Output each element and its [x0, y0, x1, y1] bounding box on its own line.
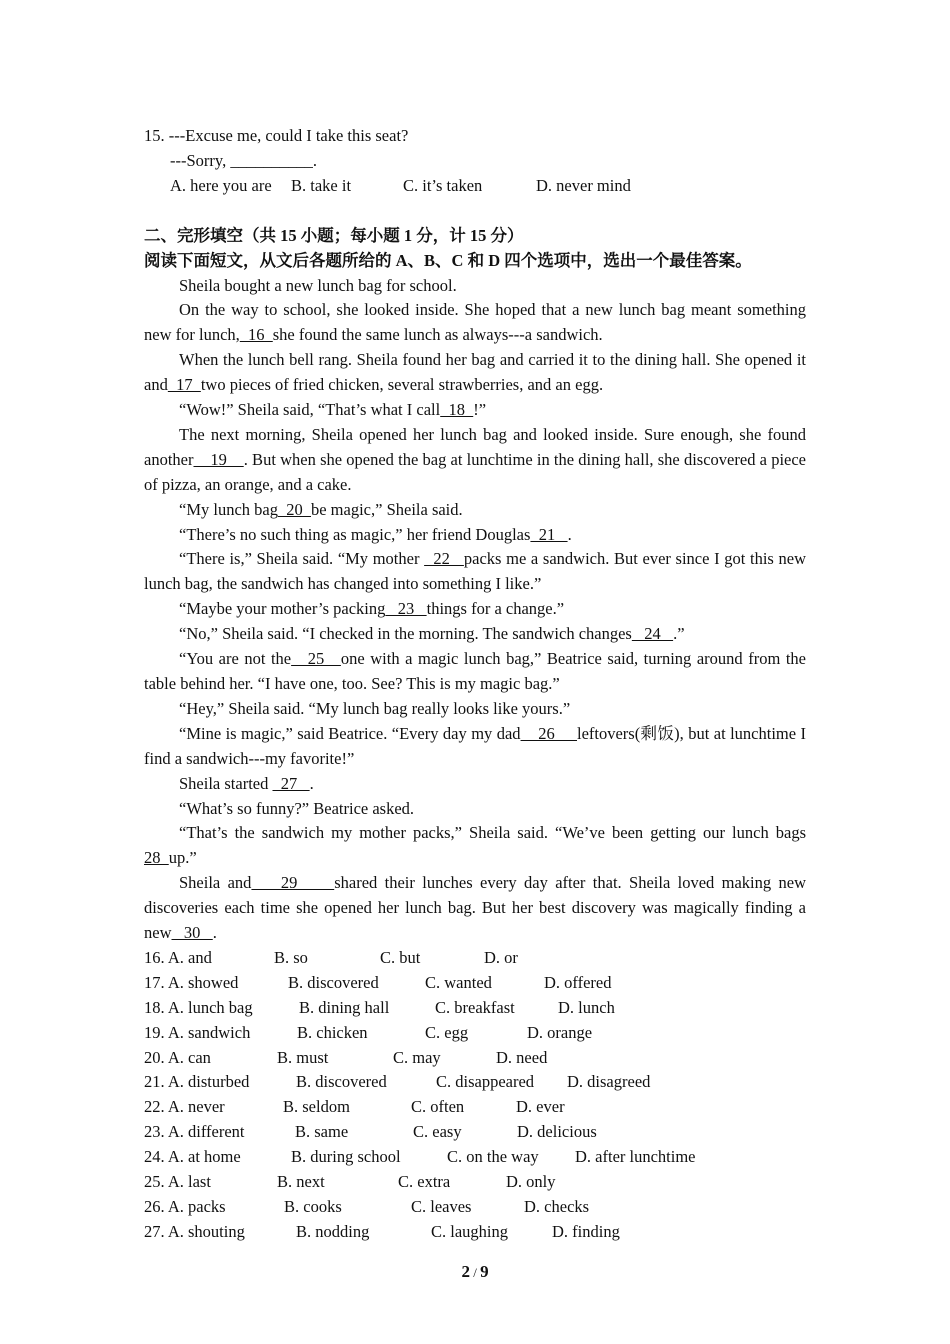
question-row: 19. A. sandwich B. chicken C. egg D. orange [144, 1022, 593, 1042]
question-row: 23. A. different B. same C. easy D. delicious [144, 1122, 597, 1142]
blank-23: 23 [385, 599, 427, 619]
question-row: 27. A. shouting B. nodding C. laughing D. finding [144, 1221, 620, 1241]
passage-paragraph: When the lunch bell rang. Sheila found her bag and carried it to the dining hall. She opened it and 17 two pieces of fried chicken, several strawberries, and an egg. [144, 350, 806, 395]
question-15-prompt: 15. ---Excuse me, could I take this seat? [144, 126, 409, 145]
question-row: 20. A. can B. must C. may D. need [144, 1047, 548, 1067]
passage-paragraph: On the way to school, she looked inside. She hoped that a new lunch bag meant something new for lunch, 16 she found the same lunch as always---a sandwich. [144, 300, 806, 345]
passage-paragraph: “That’s the sandwich my mother packs,” Sheila said. “We’ve been getting our lunch bags 28 up.” [144, 823, 806, 868]
blank-24: 24 [631, 624, 674, 644]
blank-26: 26 [520, 723, 577, 743]
passage-paragraph: “Mine is magic,” said Beatrice. “Every day my dad 26 leftovers(剩饭), but at lunchtime I find a sandwich---my favorite!” [144, 723, 807, 768]
section-instruction: 阅读下面短文，从文后各题所给的 A、B、C 和 D 四个选项中，选出一个最佳答案。 [144, 250, 752, 270]
passage-paragraph: Sheila started 27 . [179, 773, 314, 793]
passage-paragraph: Sheila and 29 shared their lunches every day after that. Sheila loved making new discoveries each time she opened her lunch bag. But her best discovery was magically finding a new 30 . [144, 873, 806, 943]
passage-paragraph: The next morning, Sheila opened her lunch bag and looked inside. Sure enough, she found another 19 . But when she opened the bag at lunchtime in the dining hall, she discovered a piece of pizza, an orange, and a cake. [144, 424, 807, 494]
passage-paragraph: “Maybe your mother’s packing 23 things for a change.” [179, 599, 565, 619]
blank-18: 18 [440, 400, 474, 420]
blank-29: 29 [251, 873, 335, 893]
blank-21: 21 [530, 524, 568, 544]
passage-paragraph: Sheila bought a new lunch bag for school. [179, 275, 457, 295]
question-15-options [144, 174, 806, 199]
question-row: 25. A. last B. next C. extra D. only [144, 1172, 556, 1191]
passage-paragraph: “My lunch bag 20 be magic,” Sheila said. [179, 499, 463, 519]
blank-25: 25 [291, 649, 341, 669]
page-number: 2 / 9 [461, 1262, 489, 1281]
question-15-reply: ---Sorry, __________. [170, 150, 317, 170]
passage-paragraph: “Hey,” Sheila said. “My lunch bag really looks like yours.” [179, 698, 571, 718]
question-row: 17. A. showed B. discovered C. wanted D. offered [144, 972, 612, 992]
option-b: B. take it [291, 175, 352, 195]
blank-27: 27 [272, 773, 310, 793]
passage-paragraph: “Wow!” Sheila said, “That’s what I call 18 !” [179, 400, 487, 420]
blank-28: 28 [144, 848, 169, 868]
option-c: C. it’s taken [403, 175, 483, 195]
passage-paragraph: “What’s so funny?” Beatrice asked. [179, 798, 415, 818]
question-list [144, 946, 806, 1245]
section-title: 二、完形填空（共 15 小题；每小题 1 分，计 15 分） [144, 225, 524, 245]
blank-20: 20 [277, 499, 311, 519]
question-row: 22. A. never B. seldom C. often D. ever [144, 1097, 565, 1117]
blank-19: 19 [193, 449, 244, 469]
question-row: 21. A. disturbed B. discovered C. disappeared D. disagreed [144, 1072, 651, 1092]
passage-paragraph: “No,” Sheila said. “I checked in the morning. The sandwich changes 24 .” [179, 624, 685, 644]
exam-page [144, 124, 806, 1245]
passage-paragraph: “There is,” Sheila said. “My mother 22 packs me a sandwich. But ever since I got this new lunch bag, the sandwich has changed into something I like.” [144, 549, 806, 594]
blank-22: 22 [424, 549, 464, 569]
question-row: 26. A. packs B. cooks C. leaves D. checks [144, 1196, 590, 1216]
passage-paragraph: “There’s no such thing as magic,” her friend Douglas 21 . [179, 524, 572, 544]
blank-17: 17 [167, 375, 201, 395]
option-d: D. never mind [536, 175, 631, 195]
option-a: A. here you are [170, 175, 272, 195]
question-row: 24. A. at home B. during school C. on the way D. after lunchtime [144, 1147, 696, 1167]
blank-16: 16 [239, 325, 273, 345]
question-row: 16. A. and B. so C. but D. or [144, 947, 518, 967]
passage-paragraph: “You are not the 25 one with a magic lunch bag,” Beatrice said, turning around from the table behind her. “I have one, too. See? This is my magic bag.” [144, 649, 806, 694]
blank-30: 30 [171, 923, 213, 943]
question-row: 18. A. lunch bag B. dining hall C. breakfast D. lunch [144, 997, 615, 1017]
